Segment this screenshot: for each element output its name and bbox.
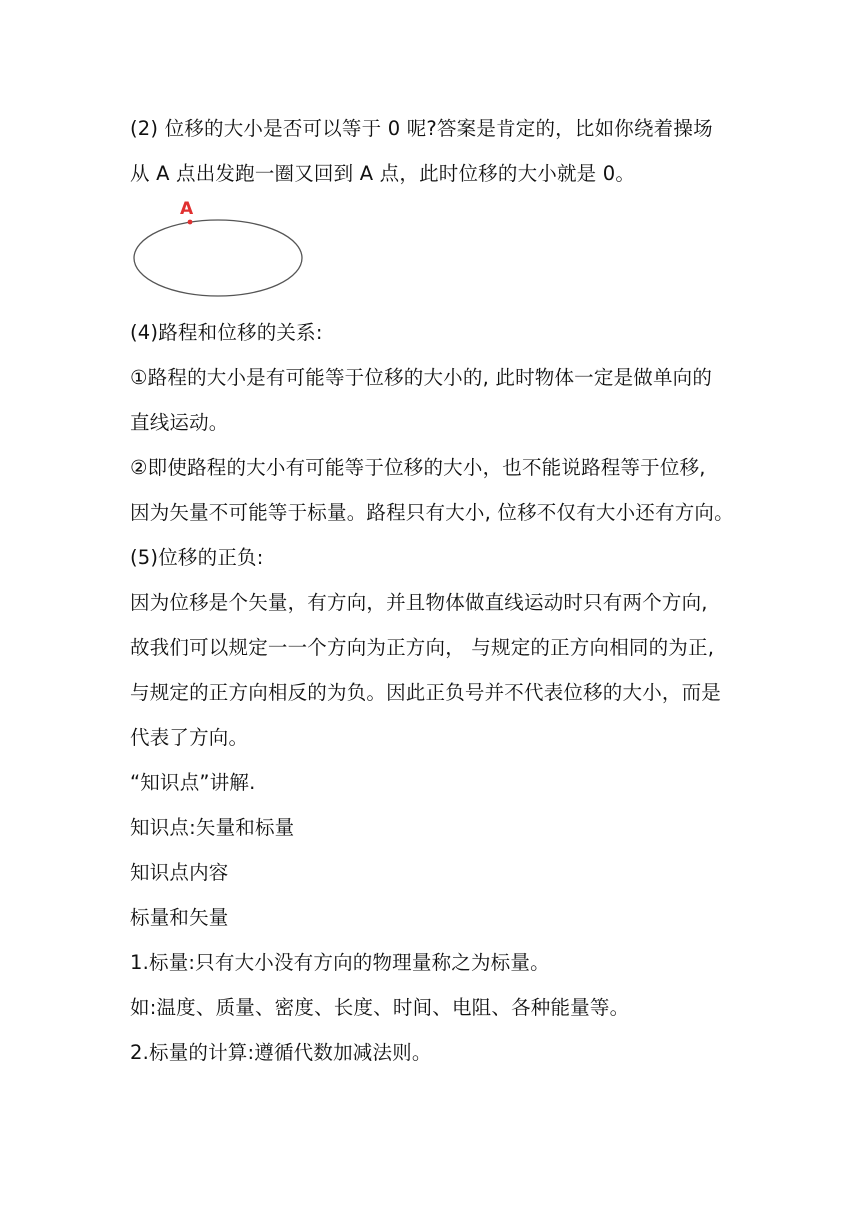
section-5-line-3: 与规定的正方向相反的为负。因此正负号并不代表位移的大小，而是 — [130, 681, 722, 704]
item-2-line-2: 因为矢量不可能等于标量。路程只有大小, 位移不仅有大小还有方向。 — [130, 501, 734, 524]
section-4-heading: (4)路程和位移的关系: — [130, 321, 323, 344]
item-1-line-1: ①路程的大小是有可能等于位移的大小的, 此时物体一定是做单向的 — [130, 366, 713, 389]
scalar-vector-heading: 标量和矢量 — [130, 906, 229, 929]
item-2-line-1: ②即使路程的大小有可能等于位移的大小，也不能说路程等于位移, — [130, 456, 706, 479]
point-a-marker — [188, 220, 193, 225]
scalar-examples: 如:温度、质量、密度、长度、时间、电阻、各种能量等。 — [130, 996, 630, 1019]
section-5-line-2: 故我们可以规定一一个方向为正方向， 与规定的正方向相同的为正, — [130, 636, 715, 659]
knowledge-point-title: 知识点:矢量和标量 — [130, 816, 295, 839]
item-1-line-2: 直线运动。 — [130, 411, 229, 434]
loop-diagram — [130, 196, 310, 304]
knowledge-content-heading: 知识点内容 — [130, 861, 229, 884]
scalar-calculation: 2.标量的计算:遵循代数加减法则。 — [130, 1041, 432, 1064]
section-5-heading: (5)位移的正负: — [130, 546, 264, 569]
paragraph-2-line-1: (2) 位移的大小是否可以等于 0 呢?答案是肯定的，比如你绕着操场 — [130, 117, 713, 140]
point-a-label: A — [180, 199, 194, 219]
track-ellipse — [134, 220, 302, 296]
paragraph-2-line-2: 从 A 点出发跑一圈又回到 A 点，此时位移的大小就是 0。 — [130, 162, 636, 185]
knowledge-intro: “知识点”讲解. — [130, 771, 256, 794]
playground-loop-figure — [130, 196, 310, 304]
section-5-line-4: 代表了方向。 — [130, 726, 249, 749]
section-5-line-1: 因为位移是个矢量，有方向，并且物体做直线运动时只有两个方向, — [130, 591, 708, 614]
scalar-definition: 1.标量:只有大小没有方向的物理量称之为标量。 — [130, 951, 550, 974]
